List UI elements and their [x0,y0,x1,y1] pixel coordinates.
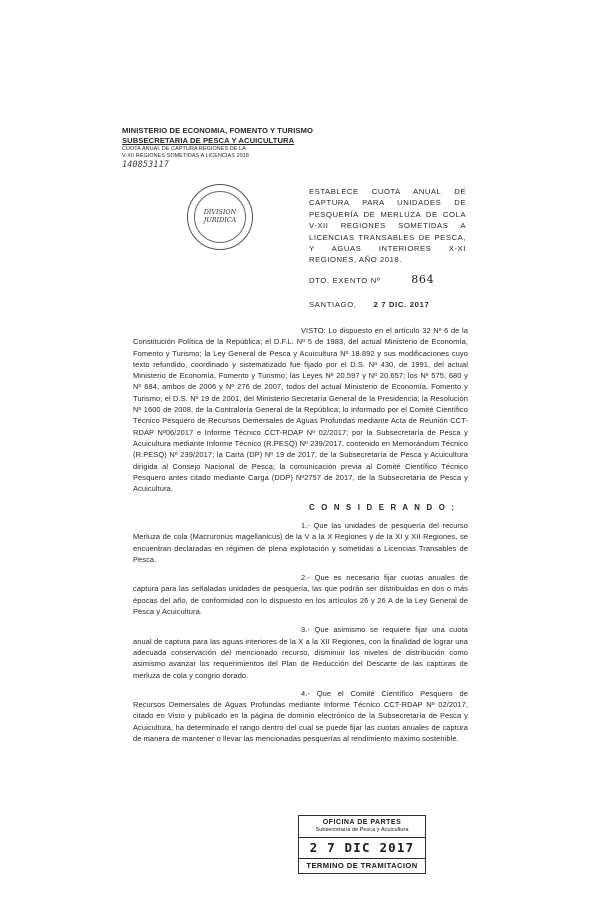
seal-line-2: JURIDICA [203,216,237,224]
issue-date: 2 7 DIC. 2017 [373,300,430,309]
reference-number: 140853117 [122,159,169,170]
header-line-4: V-XII REGIONES SOMETIDAS A LICENCIAS 2018 [122,152,249,159]
considerando-item: 3.- Que asimismo se requiere fijar una cuota anual de captura para las aguas interiores de la X a la XII Regiones, con la finalidad de lograr una adecuada conservación del mencionado recurso, disminuir los niveles de distribución como asimismo avanzar los requerimientos del Plan de Reducción del Descarte de las capturas de merluza de cola y congrio dorado. [133,625,468,680]
seal-line-1: DIVISION [203,208,237,217]
decree-title: ESTABLECE CUOTA ANUAL DE CAPTURA PARA UNIDADES DE PESQUERÍA DE MERLUZA DE COLA V-XII REGIONES SOMETIDAS A LICENCIAS TRANSABLES DE PESCA, Y AGUAS INTERIORES X-XI REGIONES, AÑO 2018. [309,187,466,265]
considerando-section [133,520,468,744]
stamp-office: OFICINA DE PARTES [322,819,402,826]
decree-label: DTO. EXENTO Nº [309,276,381,285]
city-label: SANTIAGO, [309,300,357,309]
decree-number-row [309,273,434,286]
considerando-item: 2.- Que es necesario fijar cuotas anuales de captura para las señaladas unidades de pesquería, las que podrán ser distribuidas en dos o más épocas del año, de conformidad con lo dispuesto en los artículos 26 y 26 A de la Ley General de Pesca y Acuicultura. [133,573,468,617]
stamp-header [299,816,425,838]
letterhead [122,126,332,170]
ministry-name: MINISTERIO DE ECONOMIA, FOMENTO Y TURISMO [122,126,314,135]
visto-section [133,325,468,494]
seal-inner-ring [194,191,246,243]
stamp-office-sub: Subsecretaría de Pesca y Acuicultura [315,827,409,834]
stamp-status: TERMINO DE TRAMITACION [306,860,418,870]
considerando-heading: C O N S I D E R A N D O : [309,503,457,512]
header-line-3: CUOTA ANUAL DE CAPTURA REGIONES DE LA [122,145,246,152]
visto-paragraph: VISTO: Lo dispuesto en el artículo 32 Nº 6 de la Constitución Política de la República; el D.F.L. Nº 5 de 1983, del actual Ministerio de Economía, Fomento y Turismo; la Ley General de Pesca y Acuicultura Nº 18.892 y sus modificaciones cuyo texto refundido, coordinado y sistematizado fue fijado por el D.S. Nº 430, de 1991, del actual Ministerio de Economía, Fomento y Turismo; las Leyes Nº 20.597 y Nº 20.657; los Nº 575, 680 y Nº 684, ambos de 2006 y Nº 276 de 2007, todos del actual Ministerio de Economía, Fomento y Turismo; el D.S. Nº 19 de 2001, del Ministerio Secretaría General de la Presidencia; la Resolución Nº 1600 de 2008, de la Contraloría General de la República; lo informado por el Comité Científico Técnico Pesquero de Recursos Demersales de Aguas Profundas mediante Acta de Reunión CCT-RDAP Nº06/2017 e Informe Técnico CCT-RDAP Nº 02/2017; por la Subsecretaría de Pesca y Acuicultura mediante Informe Técnico (R.PESQ) Nº 239/2017, contenido en Memorándum Técnico (R.PESQ) Nº 239/2017; la Carta (DP) Nº 19 de 2017, de la Subsecretaría de Pesca y Acuicultura dirigida al Consejo Nacional de Pesca; la comunicación previa al Comité Científico Técnico Pesquero antes citado mediante Carga (DDP) Nº2757 de 2017, de la Subsecretaría de Pesca y Acuicultura. [133,326,468,494]
considerando-item: 4.- Que el Comité Científico Pesquero de Recursos Demersales de Aguas Profundas mediante Informe Técnico CCT-RDAP Nº 02/2017, citado en Visto y publicado en la página de dominio electrónico de la Subsecretaría de Pesca y Acuicultura, ha determinado el rango dentro del cual se puede fijar las cuotas anuales de captura de manera de mantener o llevar las mencionadas pesquerías al rendimiento máximo sostenible. [133,688,468,744]
oficina-de-partes-stamp [298,815,426,874]
subsecretaria-name: SUBSECRETARIA DE PESCA Y ACUICULTURA [122,135,295,145]
place-date-row [309,300,429,309]
stamp-date: 2 7 DIC 2017 [299,838,425,859]
division-juridica-seal [187,184,253,250]
decree-number: 864 [411,273,435,286]
considerando-item: 1.- Que las unidades de pesquería del recurso Merluza de cola (Macruronus magellanicus) de la V a la X Regiones y de la XI y XII Regiones, se encuentran declaradas en régimen de plena explotación y sometidas a Licencias Transables de Pesca. [133,521,468,564]
